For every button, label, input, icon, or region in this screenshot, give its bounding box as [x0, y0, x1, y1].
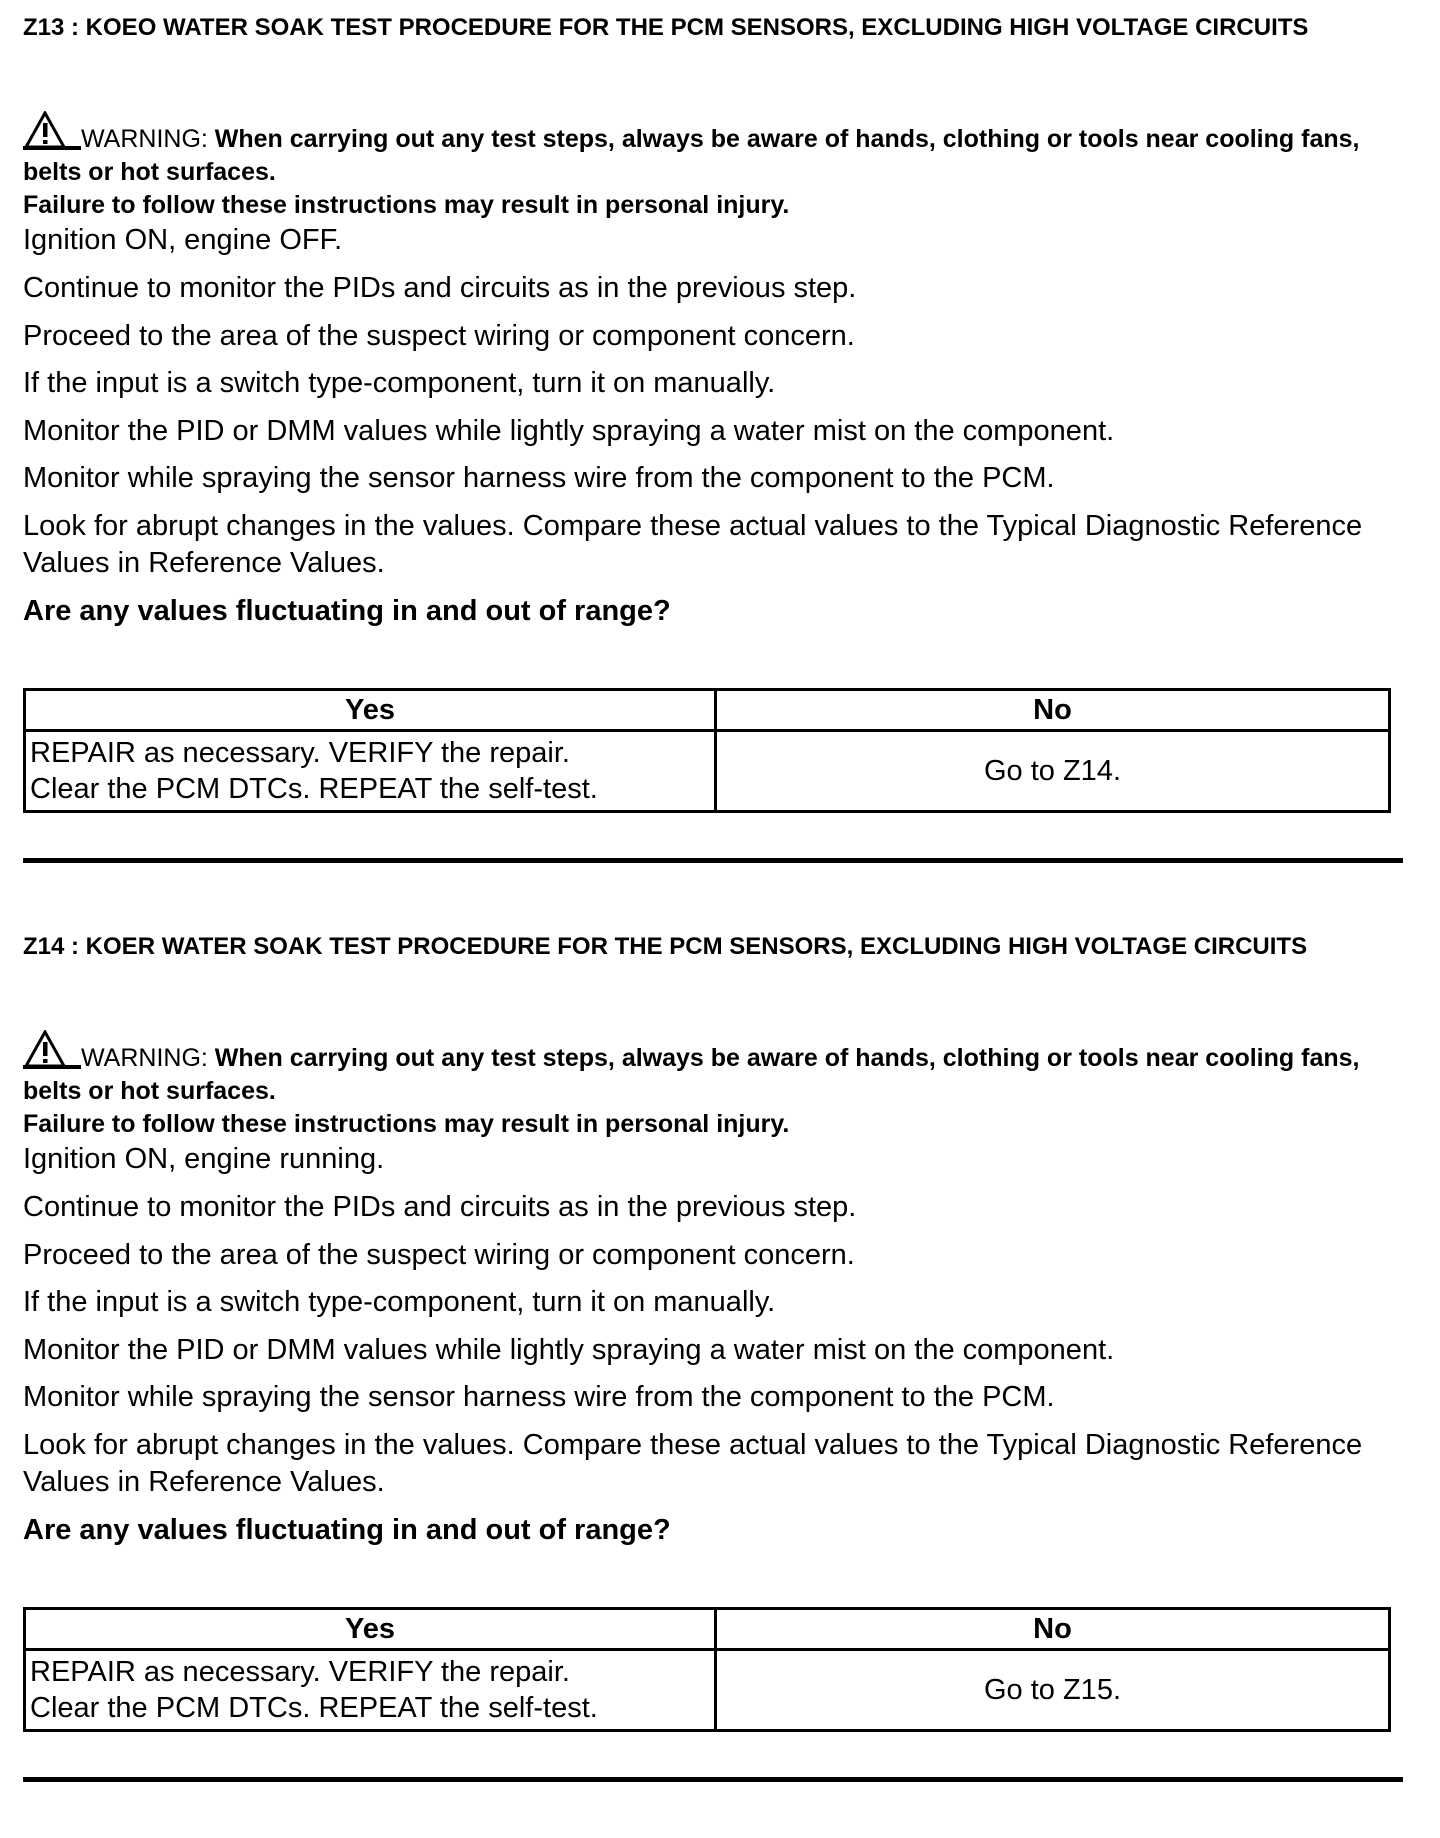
no-header: No — [716, 690, 1390, 731]
step-instruction: Monitor while spraying the sensor harness wire from the component to the PCM. — [23, 1381, 1055, 1413]
warning-consequence: Failure to follow these instructions may result in personal injury. — [23, 1110, 790, 1138]
warning-triangle-icon — [23, 1030, 81, 1070]
yes-action-line: REPAIR as necessary. VERIFY the repair. — [30, 1656, 570, 1688]
step-instruction: Continue to monitor the PIDs and circuits as in the previous step. — [23, 1191, 857, 1223]
yes-header: Yes — [25, 690, 716, 731]
warning-block — [23, 111, 1423, 222]
yes-no-table — [23, 688, 1391, 813]
yes-action-line: Clear the PCM DTCs. REPEAT the self-test. — [30, 773, 598, 805]
step-instruction: Ignition ON, engine OFF. — [23, 224, 343, 256]
step-instruction: Continue to monitor the PIDs and circuits as in the previous step. — [23, 272, 857, 304]
test-step-section — [0, 919, 1440, 1838]
step-question: Are any values fluctuating in and out of range? — [23, 1514, 671, 1546]
section-divider — [23, 1777, 1403, 1782]
no-action: Go to Z14. — [716, 731, 1390, 812]
step-instruction: Monitor the PID or DMM values while lightly spraying a water mist on the component. — [23, 1334, 1115, 1366]
step-instruction: Look for abrupt changes in the values. Compare these actual values to the Typical Diagnostic Reference Values in Reference Values. — [23, 510, 1363, 579]
yes-action-line: Clear the PCM DTCs. REPEAT the self-test. — [30, 1692, 598, 1724]
step-instruction: If the input is a switch type-component, turn it on manually. — [23, 1286, 776, 1318]
step-instruction: Ignition ON, engine running. — [23, 1143, 385, 1175]
step-instruction: If the input is a switch type-component, turn it on manually. — [23, 367, 776, 399]
no-action: Go to Z15. — [716, 1650, 1390, 1731]
warning-label: WARNING: — [81, 125, 208, 153]
step-instruction: Look for abrupt changes in the values. Compare these actual values to the Typical Diagnostic Reference Values in Reference Values. — [23, 1429, 1363, 1498]
yes-no-table — [23, 1607, 1391, 1732]
yes-header: Yes — [25, 1609, 716, 1650]
section-divider — [23, 858, 1403, 863]
step-instruction: Monitor the PID or DMM values while lightly spraying a water mist on the component. — [23, 415, 1115, 447]
step-title: Z13 : KOEO WATER SOAK TEST PROCEDURE FOR THE PCM SENSORS, EXCLUDING HIGH VOLTAGE CIRCUITS — [23, 14, 1309, 41]
yes-action-line: REPAIR as necessary. VERIFY the repair. — [30, 737, 570, 769]
step-instruction: Proceed to the area of the suspect wiring or component concern. — [23, 320, 855, 352]
warning-triangle-icon — [23, 111, 81, 151]
warning-text: When carrying out any test steps, always be aware of hands, clothing or tools near cooling fans, belts or hot surfaces. — [23, 1044, 1360, 1105]
step-instruction: Monitor while spraying the sensor harness wire from the component to the PCM. — [23, 462, 1055, 494]
warning-block — [23, 1030, 1423, 1141]
yes-action — [25, 1650, 716, 1731]
warning-label: WARNING: — [81, 1044, 208, 1072]
step-title: Z14 : KOER WATER SOAK TEST PROCEDURE FOR THE PCM SENSORS, EXCLUDING HIGH VOLTAGE CIRCUITS — [23, 933, 1308, 960]
warning-text: When carrying out any test steps, always be aware of hands, clothing or tools near cooling fans, belts or hot surfaces. — [23, 125, 1360, 186]
no-header: No — [716, 1609, 1390, 1650]
step-instruction: Proceed to the area of the suspect wiring or component concern. — [23, 1239, 855, 1271]
yes-action — [25, 731, 716, 812]
step-question: Are any values fluctuating in and out of range? — [23, 595, 671, 627]
warning-consequence: Failure to follow these instructions may result in personal injury. — [23, 191, 790, 219]
